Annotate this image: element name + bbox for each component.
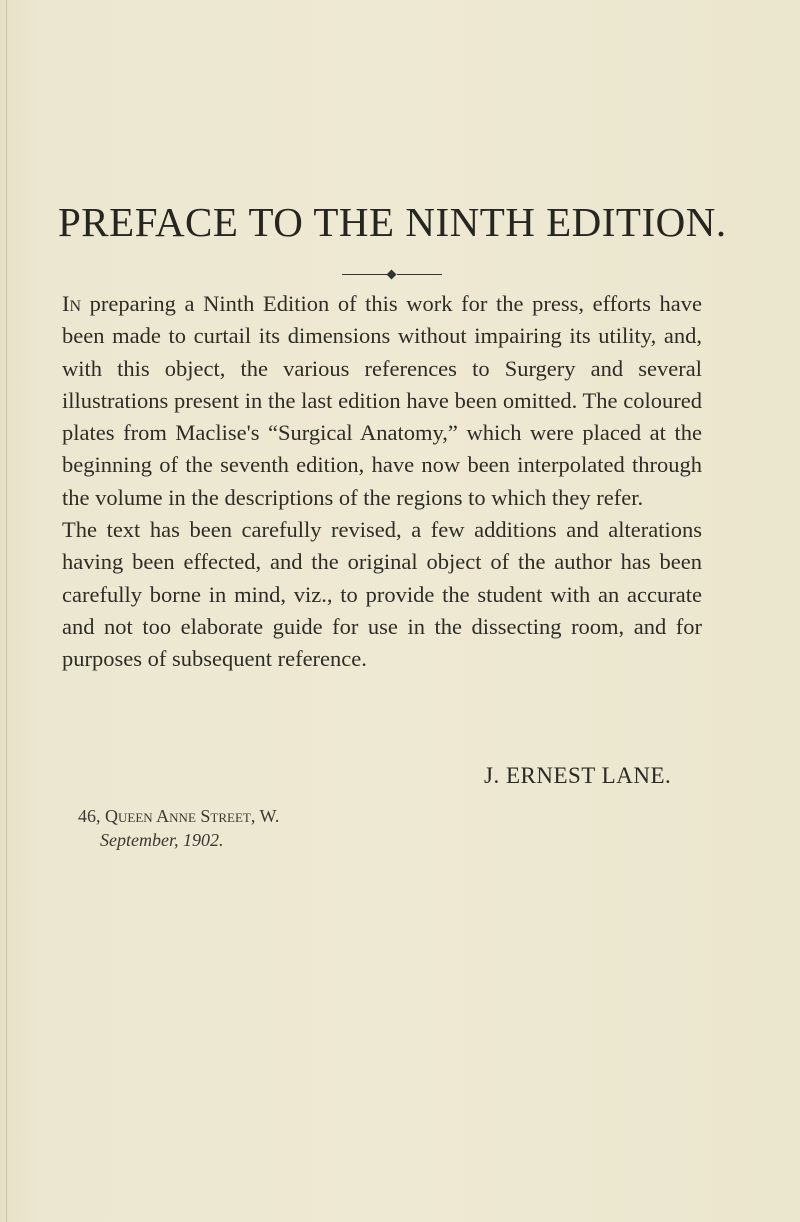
author-address: 46, Queen Anne Street, W.	[78, 806, 280, 826]
paragraph-lead-in: In	[62, 291, 82, 316]
preface-paragraph-2: The text has been carefully revised, a few additions and alterations having been effected, and the original object of the author has been carefully borne in mind, viz., to provide the student with an accurate and not too elaborate guide for use in the dissecting room, and for purposes of subsequent reference.	[62, 517, 702, 672]
preface-body	[62, 288, 702, 676]
preface-date: September, 1902.	[100, 830, 224, 850]
ornamental-divider	[342, 268, 442, 282]
preface-paragraph-1	[62, 288, 702, 514]
author-signature: J. ERNEST LANE.	[484, 763, 672, 788]
divider-line-left	[342, 274, 387, 275]
divider-line-right	[397, 274, 442, 275]
diamond-ornament-icon	[387, 270, 397, 280]
preface-title: PREFACE TO THE NINTH EDITION.	[58, 199, 727, 245]
paragraph-1-text: preparing a Ninth Edition of this work for the press, efforts have been made to curtail its dimensions without impairing its utility, and, with this object, the various references to Surgery and several illustrations present in the last edition have been omitted. The coloured plates from Maclise's “Surgical Anatomy,” which were placed at the beginning of the seventh edition, have now been interpolated through the volume in the descriptions of the regions to which they refer.	[62, 291, 702, 510]
page-gutter-edge	[6, 0, 7, 1222]
